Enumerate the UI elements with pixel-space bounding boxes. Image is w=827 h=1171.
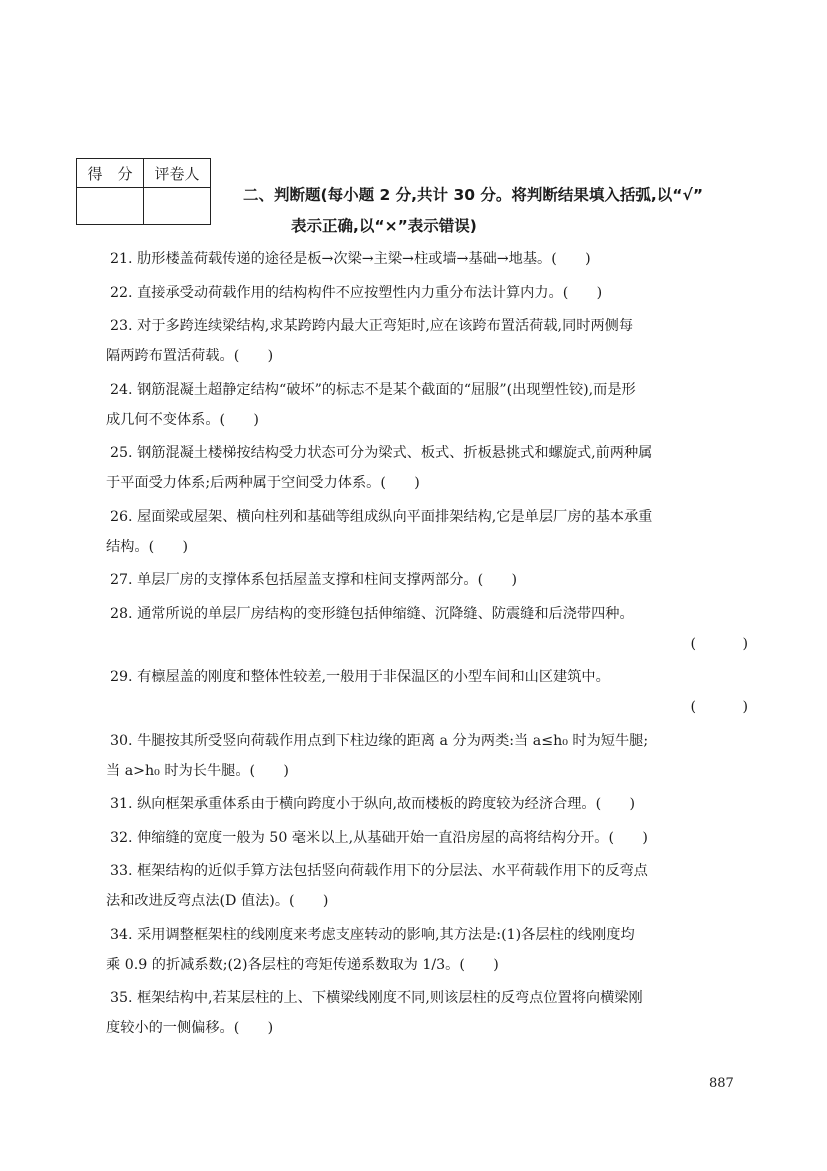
question-number: 31. <box>110 796 133 812</box>
score-table <box>76 158 211 225</box>
question-number: 25. <box>110 445 133 461</box>
question-text <box>108 983 756 1013</box>
question-text <box>108 438 756 468</box>
question-number: 21. <box>110 251 133 267</box>
question-item <box>108 438 756 498</box>
question-line1: 通常所说的单层厂房结构的变形缝包括伸缩缝、沉降缝、防震缝和后浇带四种。 <box>137 605 634 622</box>
question-text <box>108 599 756 629</box>
question-item <box>108 244 756 274</box>
question-item <box>108 983 756 1043</box>
question-line2: 成几何不变体系。( ) <box>106 411 259 428</box>
question-number: 23. <box>110 318 133 334</box>
question-line1: 框架结构的近似手算方法包括竖向荷载作用下的分层法、水平荷载作用下的反弯点 <box>137 863 648 879</box>
question-item <box>108 311 756 371</box>
score-header: 得 分 <box>77 159 144 188</box>
score-cell[interactable] <box>77 188 144 225</box>
question-text <box>108 311 756 341</box>
question-text <box>108 502 756 532</box>
question-line1: 纵向框架承重体系由于横向跨度小于纵向,故而楼板的跨度较为经济合理。( ) <box>137 796 636 812</box>
grader-cell[interactable] <box>144 188 211 225</box>
question-number: 35. <box>110 990 133 1006</box>
question-text <box>108 823 756 853</box>
answer-parentheses[interactable]: ( ) <box>690 699 754 715</box>
question-number: 28. <box>110 605 133 622</box>
question-line1: 钢筋混凝土超静定结构“破坏”的标志不是某个截面的“屈服”(出现塑性铰),而是形 <box>137 381 636 398</box>
question-item <box>108 662 756 722</box>
question-text <box>108 726 756 756</box>
section-title-line2: 表示正确,以“×”表示错误) <box>291 217 477 235</box>
question-line2: 当 a>h₀ 时为长牛腿。( ) <box>106 762 289 779</box>
question-text <box>108 244 756 274</box>
question-line2: 度较小的一侧偏移。( ) <box>106 1020 274 1036</box>
question-item <box>108 726 756 786</box>
question-line2: 乘 0.9 的折减系数;(2)各层柱的弯矩传递系数取为 1/3。( ) <box>106 956 499 973</box>
question-line1: 肋形楼盖荷载传递的途径是板→次梁→主梁→柱或墙→基础→地基。( ) <box>137 251 591 267</box>
question-text <box>108 278 756 308</box>
question-line2: 结构。( ) <box>106 538 189 555</box>
question-item <box>108 789 756 819</box>
question-item <box>108 278 756 308</box>
question-number: 34. <box>110 926 133 943</box>
question-line1: 单层厂房的支撑体系包括屋盖支撑和柱间支撑两部分。( ) <box>137 572 518 588</box>
question-text <box>108 662 756 692</box>
section-title <box>243 180 773 242</box>
question-list <box>108 244 756 1047</box>
question-line2: 隔两跨布置活荷载。( ) <box>106 348 274 364</box>
question-number: 22. <box>110 284 133 301</box>
question-number: 24. <box>110 381 133 398</box>
question-number: 33. <box>110 863 133 879</box>
question-number: 30. <box>110 732 133 749</box>
grader-header: 评卷人 <box>144 159 211 188</box>
question-line1: 牛腿按其所受竖向荷载作用点到下柱边缘的距离 a 分为两类:当 a≤h₀ 时为短牛腿; <box>137 732 649 749</box>
question-text <box>108 565 756 595</box>
question-text <box>108 856 756 886</box>
question-line1: 直接承受动荷载作用的结构构件不应按塑性内力重分布法计算内力。( ) <box>137 284 603 301</box>
question-item <box>108 565 756 595</box>
question-line1: 有檩屋盖的刚度和整体性较差,一般用于非保温区的小型车间和山区建筑中。 <box>137 669 610 685</box>
question-item <box>108 823 756 853</box>
question-number: 27. <box>110 572 133 588</box>
section-title-line1: 二、判断题(每小题 2 分,共计 30 分。将判断结果填入括弧,以“√” <box>243 186 704 204</box>
question-text <box>108 789 756 819</box>
question-text <box>108 920 756 950</box>
question-text <box>108 375 756 405</box>
question-line1: 采用调整框架柱的线刚度来考虑支座转动的影响,其方法是:(1)各层柱的线刚度均 <box>137 926 635 943</box>
question-number: 29. <box>110 669 133 685</box>
question-line1: 屋面梁或屋架、横向柱列和基础等组成纵向平面排架结构,它是单层厂房的基本承重 <box>137 508 653 525</box>
question-line1: 钢筋混凝土楼梯按结构受力状态可分为梁式、板式、折板悬挑式和螺旋式,前两种属 <box>137 445 653 461</box>
question-item <box>108 375 756 435</box>
question-line2: 于平面受力体系;后两种属于空间受力体系。( ) <box>106 475 420 491</box>
question-item <box>108 599 756 659</box>
page-number: 887 <box>709 1076 734 1091</box>
question-item <box>108 856 756 916</box>
question-line1: 框架结构中,若某层柱的上、下横梁线刚度不同,则该层柱的反弯点位置将向横梁刚 <box>137 990 643 1006</box>
question-line1: 伸缩缝的宽度一般为 50 毫米以上,从基础开始一直沿房屋的高将结构分开。( ) <box>137 829 648 846</box>
question-item <box>108 502 756 562</box>
question-item <box>108 920 756 980</box>
question-number: 26. <box>110 508 133 525</box>
question-line1: 对于多跨连续梁结构,求某跨跨内最大正弯矩时,应在该跨布置活荷载,同时两侧每 <box>137 318 634 334</box>
question-line2: 法和改进反弯点法(D 值法)。( ) <box>106 893 329 909</box>
answer-parentheses[interactable]: ( ) <box>690 635 754 652</box>
question-number: 32. <box>110 829 133 846</box>
